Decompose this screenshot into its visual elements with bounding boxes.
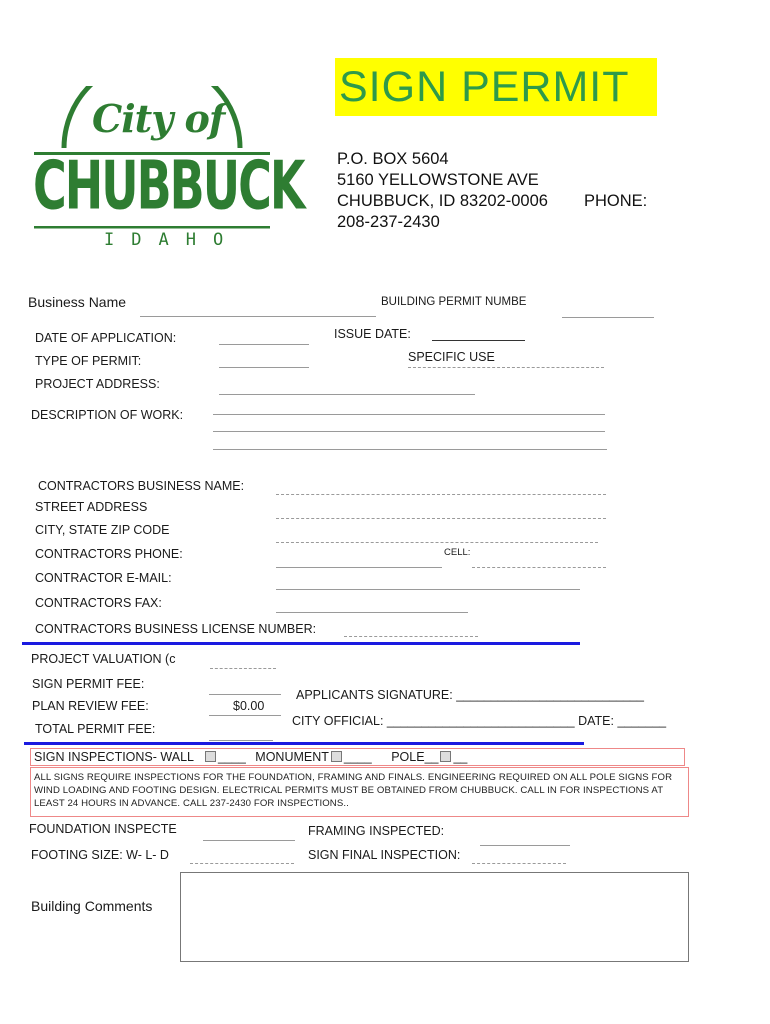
contractors-business-name-label: CONTRACTORS BUSINESS NAME: (38, 479, 245, 493)
contractors-fax-input[interactable] (276, 612, 468, 613)
pole-label: POLE (391, 750, 425, 764)
inspection-notice: ALL SIGNS REQUIRE INSPECTIONS FOR THE FOUNDATION, FRAMING AND FINALS. ENGINEERING REQUIRED ON ALL POLE SIGNS FOR WIND LOADING AND FOOTING DESIGN. ELECTRICAL PERMITS MUST BE OBTAINED FROM CHUBBUCK. CALL IN FOR INSPECTIONS AT LEAST 24 HOURS IN ADVANCE. CALL 237-2430 FOR INSPECTIONS.. (34, 772, 673, 809)
monument-label: MONUMENT (255, 750, 329, 764)
description-of-work-label: DESCRIPTION OF WORK: (31, 408, 184, 422)
address-line3: CHUBBUCK, ID 83202-0006 (337, 192, 548, 210)
sign-inspections-row (34, 750, 467, 764)
applicants-signature-label[interactable]: APPLICANTS SIGNATURE: ___________________________ (296, 688, 644, 702)
description-line-1[interactable] (213, 414, 605, 415)
project-valuation-input[interactable] (210, 668, 276, 669)
contractors-phone-input[interactable] (276, 567, 442, 568)
plan-review-fee-label: PLAN REVIEW FEE: (32, 699, 149, 713)
monument-blank: ____ (343, 750, 372, 764)
monument-checkbox-box[interactable] (331, 751, 342, 762)
wall-blank: ____ (218, 750, 246, 764)
contractor-email-label: CONTRACTOR E-MAIL: (35, 571, 172, 585)
city-state-zip-label: CITY, STATE ZIP CODE (35, 523, 170, 537)
contractors-license-input[interactable] (344, 636, 478, 637)
date-of-application-label: DATE OF APPLICATION: (35, 331, 177, 345)
phone-label: PHONE: (584, 192, 648, 210)
sign-inspections-label: SIGN INSPECTIONS- WALL (34, 750, 194, 764)
street-address-label: STREET ADDRESS (35, 500, 148, 514)
project-valuation-label: PROJECT VALUATION (c (31, 652, 176, 666)
building-permit-number-input[interactable] (562, 317, 654, 318)
sign-permit-fee-label: SIGN PERMIT FEE: (32, 677, 145, 691)
street-address-input[interactable] (276, 518, 606, 519)
contractors-license-label: CONTRACTORS BUSINESS LICENSE NUMBER: (35, 622, 317, 636)
contractors-business-name-input[interactable] (276, 494, 606, 495)
pole-checkbox-box[interactable] (440, 751, 451, 762)
city-state-zip-input[interactable] (276, 542, 598, 543)
sign-permit-fee-input[interactable] (209, 694, 281, 695)
sign-final-inspection-label: SIGN FINAL INSPECTION: (308, 848, 461, 862)
cell-input[interactable] (472, 567, 606, 568)
cell-label: CELL: (444, 547, 471, 558)
type-of-permit-label: TYPE OF PERMIT: (35, 354, 142, 368)
contractors-fax-label: CONTRACTORS FAX: (35, 596, 162, 610)
plan-review-fee-value: $0.00 (233, 699, 265, 713)
specific-use-input[interactable] (408, 367, 604, 368)
specific-use-label: SPECIFIC USE (408, 350, 495, 364)
footing-size-input[interactable] (190, 863, 294, 864)
pole-checkbox[interactable] (438, 750, 453, 764)
business-name-input[interactable] (140, 316, 376, 317)
sign-final-inspection-input[interactable] (472, 863, 566, 864)
footing-size-label: FOOTING SIZE: W- L- D (31, 848, 169, 862)
address-line1: P.O. BOX 5604 (337, 150, 449, 168)
foundation-inspected-input[interactable] (203, 840, 295, 841)
address-line2: 5160 YELLOWSTONE AVE (337, 171, 539, 189)
project-address-label: PROJECT ADDRESS: (35, 377, 160, 391)
page-title: SIGN PERMIT (335, 58, 657, 116)
description-line-2[interactable] (213, 431, 605, 432)
building-comments-box[interactable] (180, 872, 689, 962)
issue-date-label: ISSUE DATE: (334, 327, 411, 341)
wall-checkbox-box[interactable] (205, 751, 216, 762)
contractors-phone-label: CONTRACTORS PHONE: (35, 547, 183, 561)
city-official-label[interactable]: CITY OFFICIAL: ___________________________ DATE: _______ (292, 714, 667, 728)
monument-checkbox[interactable] (329, 750, 344, 764)
project-address-input[interactable] (219, 394, 475, 395)
description-line-3[interactable] (213, 449, 607, 450)
framing-inspected-label: FRAMING INSPECTED: (308, 824, 445, 838)
section-divider-2 (24, 742, 584, 745)
foundation-inspected-label: FOUNDATION INSPECTE (29, 822, 177, 836)
pole-blank-2: __ (453, 750, 468, 764)
contractor-email-input[interactable] (276, 589, 580, 590)
logo-city-of: City of (92, 96, 225, 141)
pole-blank: __ (424, 750, 439, 764)
logo-name: CHUBBUCK (33, 146, 304, 225)
section-divider-1 (22, 642, 580, 645)
phone-number: 208-237-2430 (337, 213, 440, 231)
total-permit-fee-label: TOTAL PERMIT FEE: (35, 722, 156, 736)
wall-checkbox[interactable] (203, 750, 218, 764)
business-name-label: Business Name (28, 294, 127, 310)
logo-state: IDAHO (104, 230, 241, 250)
building-permit-number-label: BUILDING PERMIT NUMBE (381, 296, 527, 308)
total-permit-fee-input[interactable] (209, 740, 273, 741)
type-of-permit-input[interactable] (219, 367, 309, 368)
framing-inspected-input[interactable] (480, 845, 570, 846)
issue-date-input[interactable] (432, 340, 525, 341)
plan-review-fee-input (209, 715, 281, 716)
building-comments-label: Building Comments (31, 898, 153, 914)
date-of-application-input[interactable] (219, 344, 309, 345)
